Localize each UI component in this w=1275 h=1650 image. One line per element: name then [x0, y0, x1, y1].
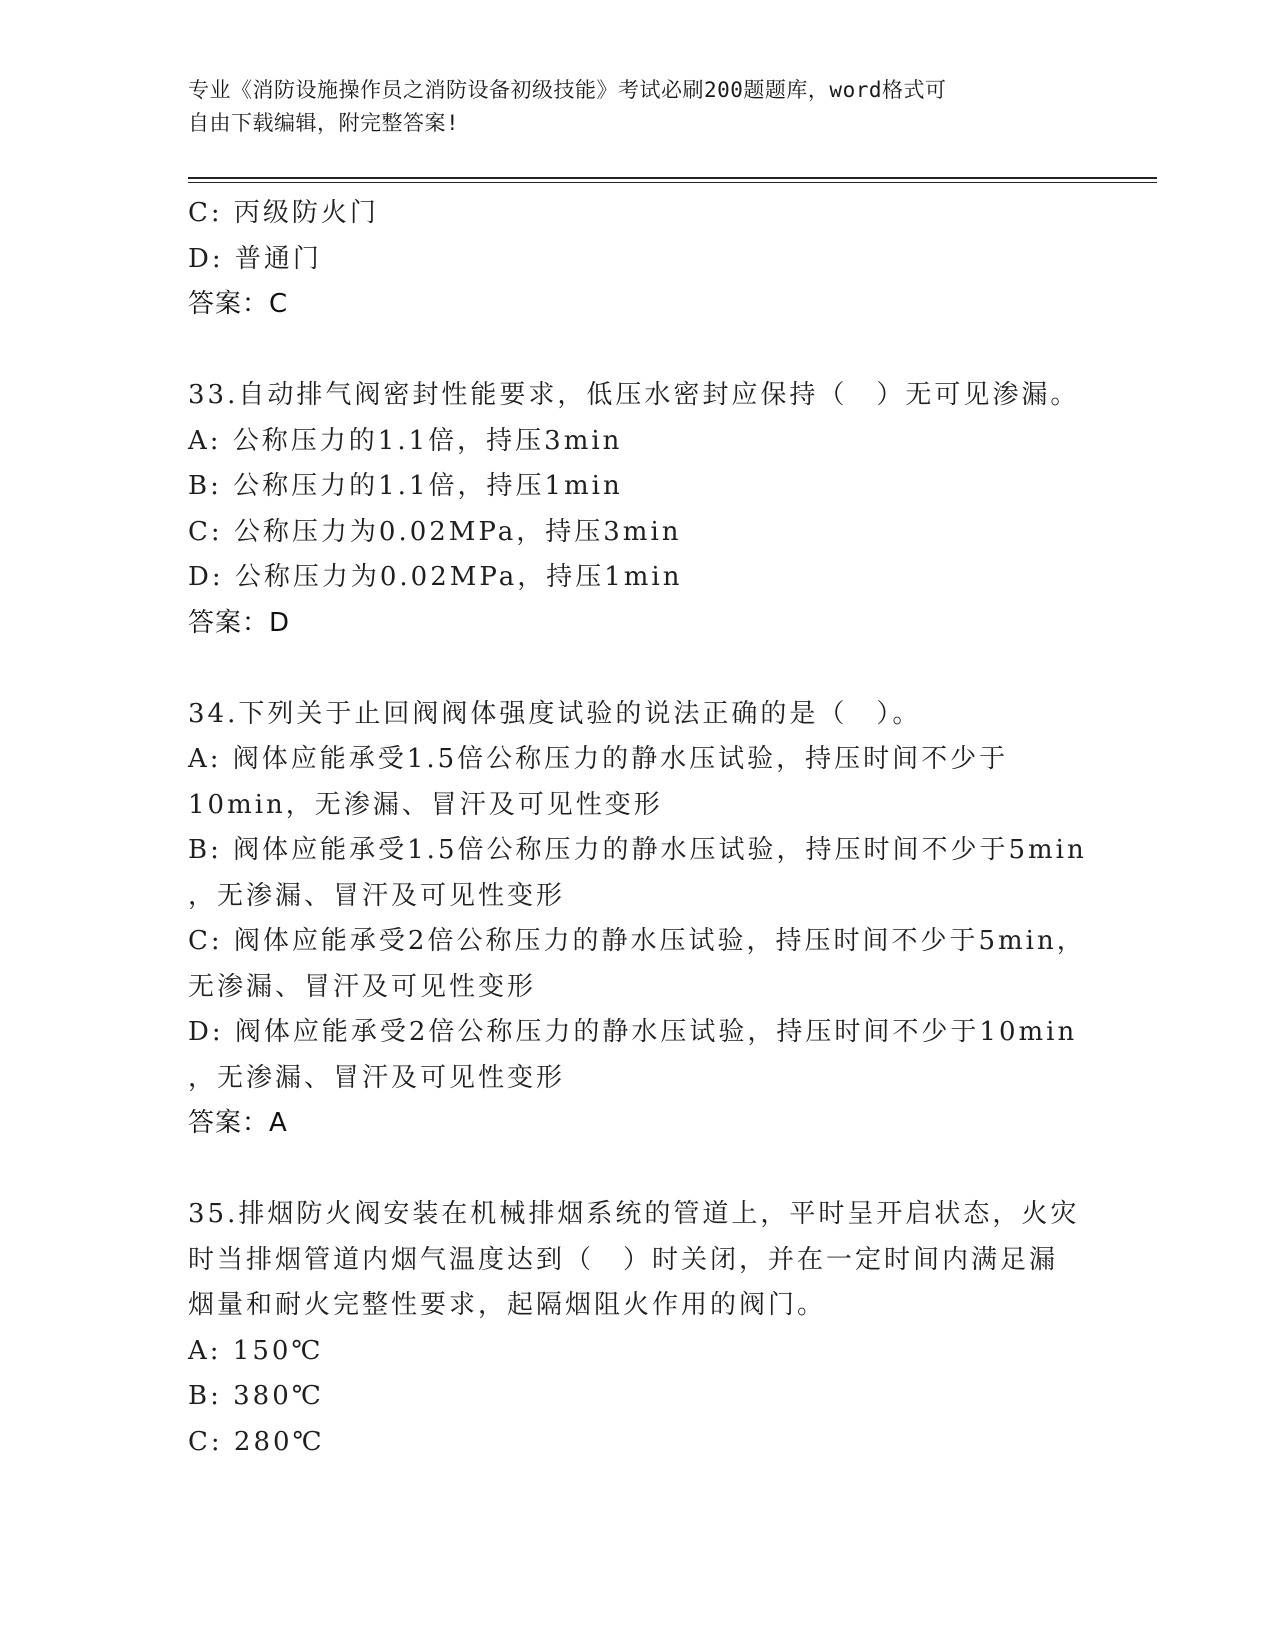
q34-option-a-line-1: A: 阀体应能承受1.5倍公称压力的静水压试验，持压时间不少于 [188, 744, 1009, 774]
q32-option-c: C: 丙级防火门 [188, 198, 379, 228]
q34-option-b-line-1: B: 阀体应能承受1.5倍公称压力的静水压试验，持压时间不少于5min [188, 835, 1087, 865]
question-content [188, 191, 1108, 1465]
header-line-1: 专业《消防设施操作员之消防设备初级技能》考试必刷200题题库，word格式可 [188, 78, 947, 102]
spacer [188, 328, 1108, 374]
header-divider-thin [188, 182, 1157, 183]
spacer [188, 646, 1108, 692]
q34-option-c-line-2: 无渗漏、冒汗及可见性变形 [188, 971, 537, 1002]
q33-option-c: C: 公称压力为0.02MPa，持压3min [188, 516, 682, 547]
q32-option-d: D: 普通门 [188, 243, 322, 274]
q35-stem-line-1: 35.排烟防火阀安装在机械排烟系统的管道上，平时呈开启状态，火灾 [188, 1199, 1080, 1229]
q35-option-b: B: 380℃ [188, 1381, 324, 1411]
q33-option-a: A: 公称压力的1.1倍，持压3min [188, 425, 623, 456]
q34-stem: 34.下列关于止回阀阀体强度试验的说法正确的是（ ）。 [188, 698, 922, 729]
q34-option-a-line-2: 10min，无渗漏、冒汗及可见性变形 [188, 789, 663, 820]
q35-stem-line-2: 时当排烟管道内烟气温度达到（ ）时关闭，并在一定时间内满足漏 [188, 1244, 1059, 1275]
spacer [188, 1147, 1108, 1193]
q34-option-d-line-2: ，无渗漏、冒汗及可见性变形 [188, 1062, 566, 1093]
q35-option-a: A: 150℃ [188, 1335, 324, 1366]
q33-answer: 答案：D [188, 607, 291, 638]
q33-option-d: D: 公称压力为0.02MPa，持压1min [188, 562, 683, 592]
header-divider-thick [188, 177, 1157, 179]
q34-option-d-line-1: D: 阀体应能承受2倍公称压力的静水压试验，持压时间不少于10min [188, 1017, 1078, 1047]
q35-option-c: C: 280℃ [188, 1426, 325, 1457]
q34-option-b-line-2: ，无渗漏、冒汗及可见性变形 [188, 880, 566, 911]
q35-stem-line-3: 烟量和耐火完整性要求，起隔烟阻火作用的阀门。 [188, 1290, 827, 1320]
q33-stem: 33.自动排气阀密封性能要求，低压水密封应保持（ ）无可见渗漏。 [188, 380, 1080, 410]
q34-answer: 答案：A [188, 1108, 288, 1138]
header-line-2: 自由下载编辑，附完整答案! [188, 111, 460, 135]
document-header [188, 74, 1088, 140]
q32-answer: 答案：C [188, 289, 289, 319]
q33-option-b: B: 公称压力的1.1倍，持压1min [188, 471, 623, 501]
q34-option-c-line-1: C: 阀体应能承受2倍公称压力的静水压试验，持压时间不少于5min， [188, 926, 1086, 956]
